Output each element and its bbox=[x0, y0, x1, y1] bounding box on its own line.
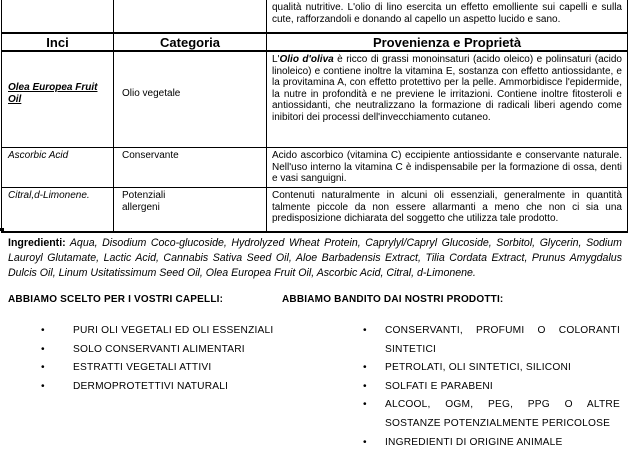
list-item: • INGREDIENTI DI ORIGINE ANIMALE bbox=[362, 434, 620, 450]
description-text: Acido ascorbico (vitamina C) eccipiente antiossidante e conservante naturale. Nell'uso interno la vitamina C è indispensabile per la formazione di ossa, denti e vasi sanguigni. bbox=[272, 150, 622, 184]
list-item: • PETROLATI, OLI SINTETICI, SILICONI bbox=[362, 359, 620, 378]
inci-name: Citral,d-Limonene. bbox=[8, 190, 90, 201]
list-item: • PURI OLI VEGETALI ED OLI ESSENZIALI bbox=[40, 322, 332, 341]
list-item: • CONSERVANTI, PROFUMI O COLORANTI SINTETICI bbox=[362, 322, 620, 359]
chosen-heading: ABBIAMO SCELTO PER I VOSTRI CAPELLI: bbox=[8, 294, 224, 305]
description-cell bbox=[267, 51, 628, 148]
banned-heading: ABBIAMO BANDITO DAI NOSTRI PRODOTTI: bbox=[282, 294, 504, 305]
chosen-list bbox=[40, 322, 332, 396]
header-cell-inci: Inci bbox=[2, 33, 114, 51]
description-cell bbox=[267, 148, 628, 188]
list-item: • SOLO CONSERVANTI ALIMENTARI bbox=[40, 341, 332, 360]
inci-cell bbox=[2, 188, 114, 233]
list-item: • DERMOPROTETTIVI NATURALI bbox=[40, 378, 332, 397]
continuation-description-cell bbox=[267, 0, 628, 33]
inci-name: Ascorbic Acid bbox=[8, 150, 69, 161]
inci-table bbox=[1, 0, 628, 233]
categoria-label: Olio vegetale bbox=[122, 87, 181, 99]
categoria-label: Conservante bbox=[122, 150, 179, 161]
description-cell bbox=[267, 188, 628, 233]
header-cell-provenienza: Provenienza e Proprietà bbox=[267, 33, 628, 51]
table-row-ascorbic-acid bbox=[2, 148, 628, 188]
table-row-olea-europea bbox=[2, 51, 628, 148]
banned-list bbox=[362, 322, 620, 450]
description-emphasis: Olio d'oliva bbox=[279, 54, 334, 65]
categoria-label: Potenziali allergeni bbox=[122, 190, 166, 213]
description-text: Contenuti naturalmente in alcuni oli essenziali, generalmente in quantità talmente piccole da non essere allarmanti a meno che non ci sia una predisposizione dichiarata del soggetto che utilizza tale prodotto. bbox=[272, 190, 622, 224]
inci-cell bbox=[2, 148, 114, 188]
description-prefix: L' bbox=[272, 54, 280, 65]
table-header-row bbox=[2, 33, 628, 51]
ingredients-list-text: Aqua, Disodium Coco-glucoside, Hydrolyzed Wheat Protein, Caprylyl/Capryl Glucoside, Sorbitol, Glycerin, Sodium Lauroyl Glutamate, Lactic Acid, Cannabis Sativa Seed Oil, Aloe Barbadensis Extract, Tilia Cordata Extract, Prunus Amygdalus Dulcis Oil, Linum Usitatissimum Seed Oil, Olea Europea Fruit Oil, Ascorbic Acid, Citral, d-Limonene. bbox=[8, 237, 622, 279]
ingredients-paragraph bbox=[8, 236, 622, 281]
list-item: • SOLFATI E PARABENI bbox=[362, 378, 620, 397]
ingredients-label: Ingredienti: bbox=[8, 237, 66, 249]
categoria-cell bbox=[114, 148, 267, 188]
left-margin-mark bbox=[0, 228, 4, 231]
empty-categoria-cell bbox=[114, 0, 267, 33]
empty-inci-cell bbox=[2, 0, 114, 33]
description-text: è ricco di grassi monoinsaturi (acido oleico) e polinsaturi (acido linoleico) e contiene inoltre la vitamina E, sostanza con effetto antiossidante, e la provitamina A, con effetto protettivo per la pelle. Ammorbidisce l'epidermide, la nutre in profondità e ne previene le irritazioni. Contiene inoltre fitosteroli e antiossidanti, che neutralizzano la formazione di radicali liberi agendo come inibitori dei processi dell'invecchiamento cutaneo. bbox=[272, 54, 622, 123]
list-item: • ALCOOL, OGM, PEG, PPG O ALTRE SOSTANZE POTENZIALMENTE PERICOLOSE bbox=[362, 396, 620, 433]
inci-name: Olea Europea Fruit Oil bbox=[8, 82, 98, 105]
table-row-continuation bbox=[2, 0, 628, 33]
categoria-cell bbox=[114, 51, 267, 148]
header-cell-categoria: Categoria bbox=[114, 33, 267, 51]
table-row-citral-limonene bbox=[2, 188, 628, 233]
inci-cell bbox=[2, 51, 114, 148]
list-item: • ESTRATTI VEGETALI ATTIVI bbox=[40, 359, 332, 378]
continuation-text: qualità nutritive. L'olio di lino esercita un effetto emolliente sui capelli e sulla cute, rafforzandoli e donando al capello un aspetto lucido e sano. bbox=[272, 2, 622, 25]
categoria-cell bbox=[114, 188, 267, 233]
